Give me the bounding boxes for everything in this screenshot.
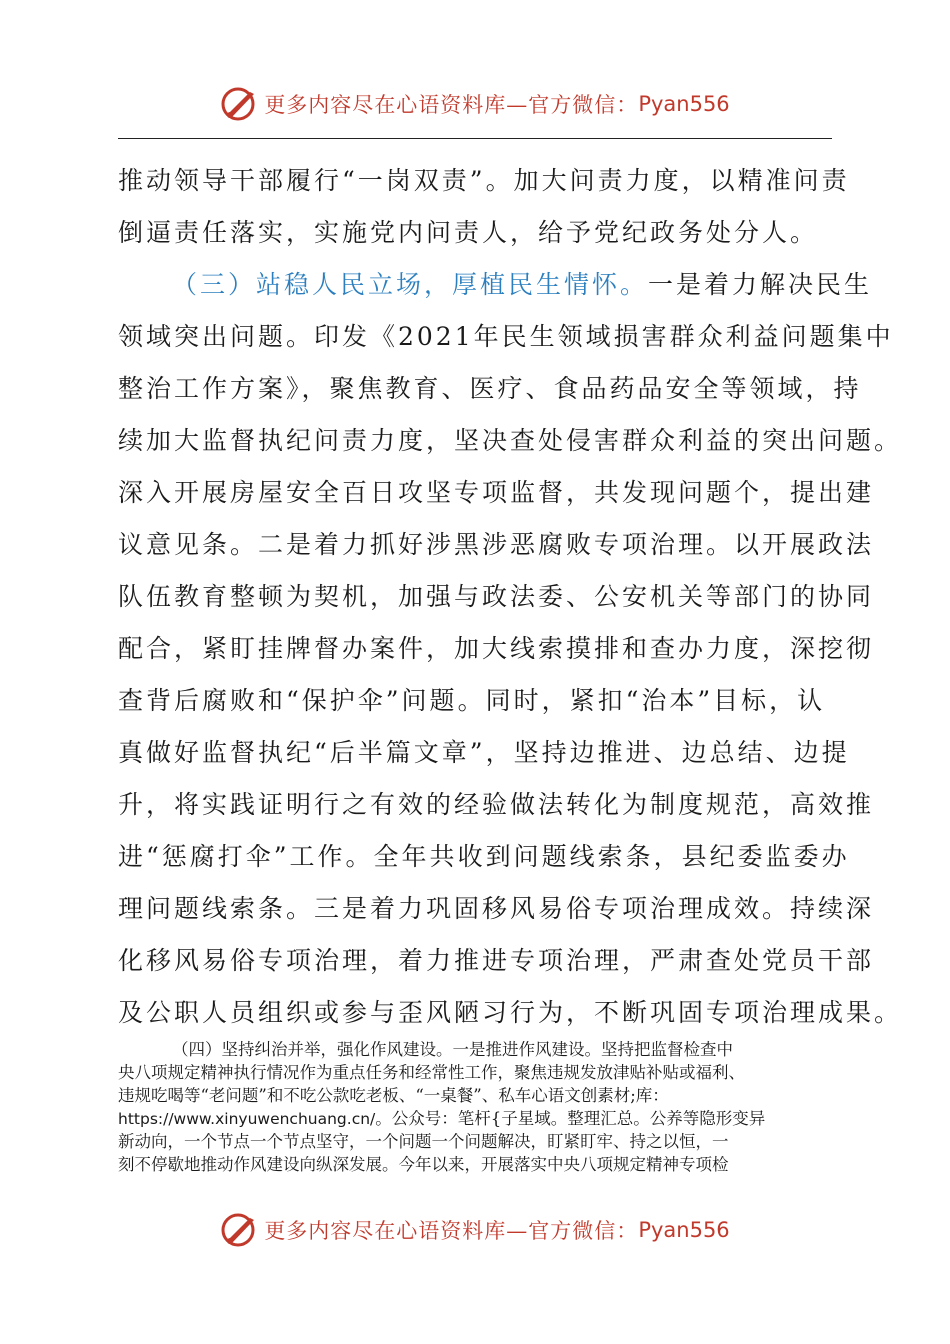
banner-text-cn: 更多内容尽在心语资料库—官方微信：: [264, 93, 639, 117]
small-line: 央八项规定精神执行情况作为重点任务和经常性工作，聚焦违规发放津贴补贴或福利、: [118, 1063, 745, 1082]
banner-text-en: Pyan556: [638, 1218, 730, 1242]
paragraph-line: 查背后腐败和“保护伞”问题。同时，紧扣“治本”目标，认: [118, 686, 826, 715]
small-line: 违规吃喝等“老问题”和不吃公款吃老板、“一桌餐”、私车心语文创素材;库：: [118, 1086, 669, 1105]
paragraph-line: 及公职人员组织或参与歪风陋习行为，不断巩固专项治理成果。: [118, 998, 903, 1027]
document-body: [118, 155, 903, 1039]
header-banner: [0, 84, 950, 124]
paragraph-line: 队伍教育整顿为契机，加强与政法委、公安机关等部门的协同: [118, 582, 875, 611]
paragraph-line: 理问题线索条。三是着力巩固移风易俗专项治理成效。持续深: [118, 894, 875, 923]
banner-text-en: Pyan556: [638, 92, 730, 116]
footer-banner: [0, 1210, 950, 1250]
paragraph-line: 化移风易俗专项治理，着力推进专项治理，严肃查处党员干部: [118, 946, 875, 975]
paragraph-line: 进“惩腐打伞”工作。全年共收到问题线索条，县纪委监委办: [118, 842, 850, 871]
small-line: [118, 1107, 838, 1130]
paragraph-line: 倒逼责任落实，实施党内问责人，给予党纪政务处分人。: [118, 218, 819, 247]
paragraph-line: 议意见条。二是着力抓好涉黑涉恶腐败专项治理。以开展政法: [118, 530, 875, 559]
section-heading-line: [118, 259, 873, 311]
section-first-line-rest: 一是着力解决民生: [648, 270, 873, 299]
paragraph-line: 升，将实践证明行之有效的经验做法转化为制度规范，高效推: [118, 790, 875, 819]
paragraph-line: 续加大监督执纪问责力度，坚决查处侵害群众利益的突出问题。: [118, 426, 903, 455]
website-link[interactable]: https://www.xinyuwenchuang.cn/: [118, 1110, 376, 1128]
small-line: 刻不停歇地推动作风建设向纵深发展。今年以来，开展落实中央八项规定精神专项检: [118, 1155, 729, 1174]
paragraph-line: 整治工作方案》，聚焦教育、医疗、食品药品安全等领域，持: [118, 374, 862, 403]
small-line: 新动向，一个节点一个节点坚守，一个问题一个问题解决，盯紧盯牢、持之以恒，一: [118, 1132, 729, 1151]
header-divider: [118, 138, 832, 139]
banner-text-cn: 更多内容尽在心语资料库—官方微信：: [264, 1219, 639, 1243]
brush-logo-icon: [220, 1210, 260, 1250]
small-line: （四）坚持纠治并举，强化作风建设。一是推进作风建设。坚持把监督检查中: [172, 1040, 733, 1059]
section-heading: （三）站稳人民立场，厚植民生情怀。: [172, 270, 649, 299]
brush-logo-icon: [220, 84, 260, 124]
small-paragraph: [118, 1038, 838, 1176]
small-line-rest: 。公众号：笔杆{子星域。整理汇总。公养等隐形变异: [375, 1109, 766, 1128]
paragraph-line: 领域突出问题。印发《2021年民生领域损害群众利益问题集中: [118, 322, 894, 351]
paragraph-line: 深入开展房屋安全百日攻坚专项监督，共发现问题个，提出建: [118, 478, 875, 507]
paragraph-line: 配合，紧盯挂牌督办案件，加大线索摸排和查办力度，深挖彻: [118, 634, 875, 663]
paragraph-line: 推动领导干部履行“一岗双责”。加大问责力度，以精准问责: [118, 166, 850, 195]
paragraph-line: 真做好监督执纪“后半篇文章”，坚持边推进、边总结、边提: [118, 738, 850, 767]
